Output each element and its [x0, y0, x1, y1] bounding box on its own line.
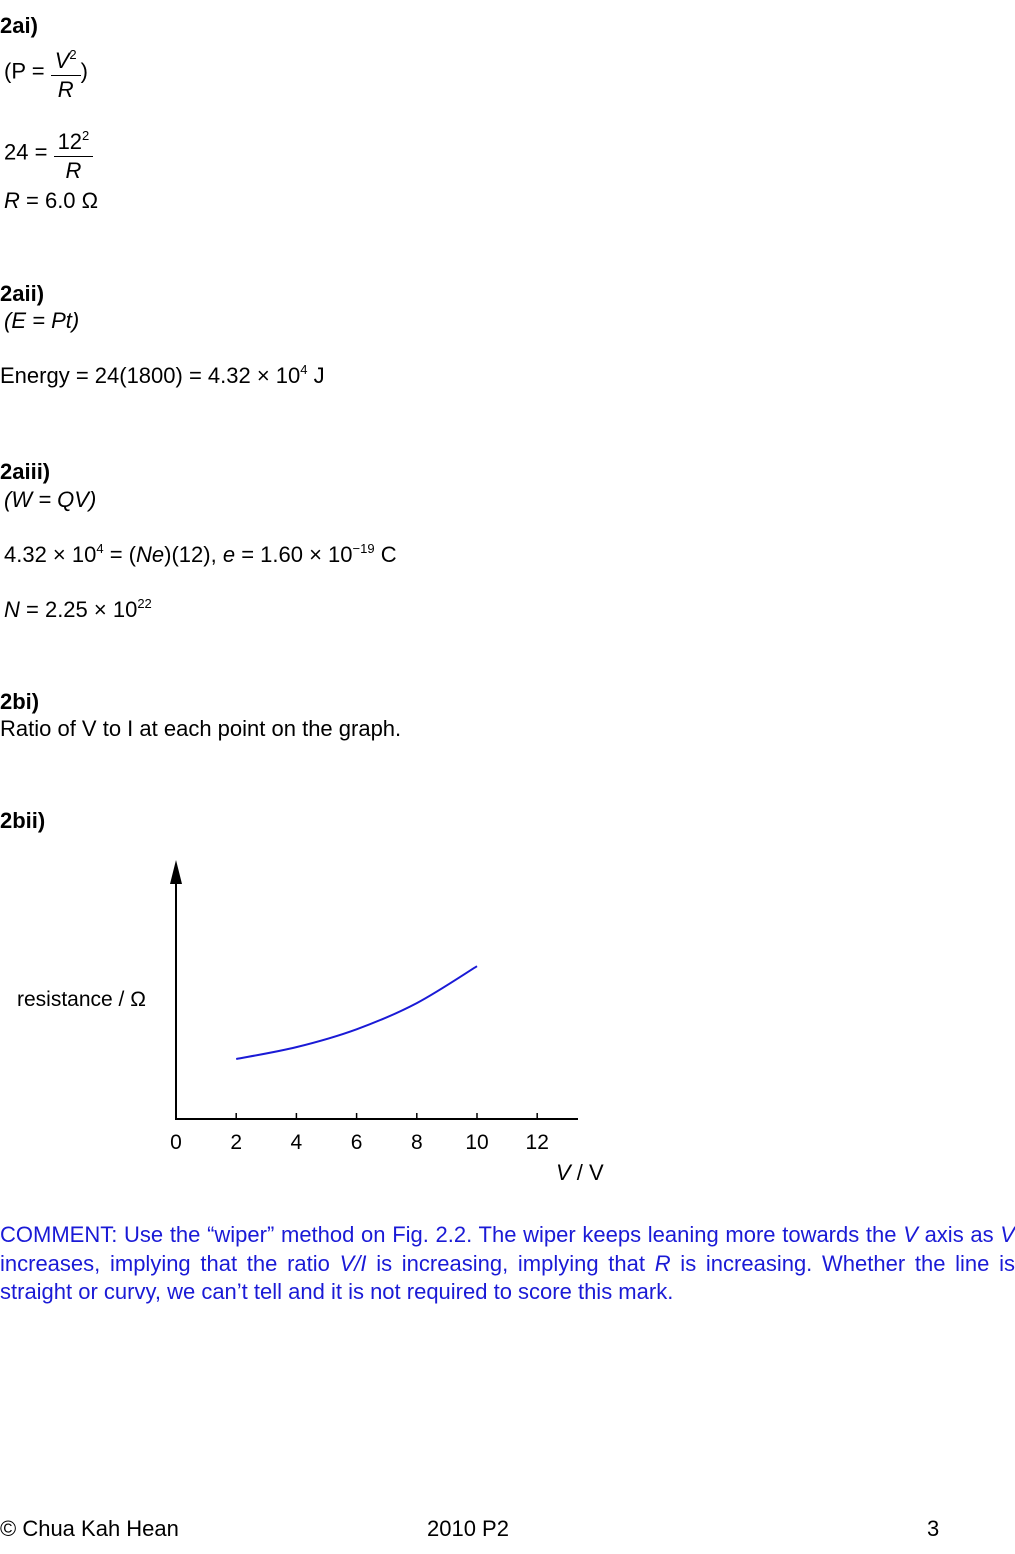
energy-calculation: Energy = $24(1800) = 4.32 \times 10^4$ J: [0, 362, 325, 388]
footer-copyright: © Chua Kah Hean: [0, 1516, 179, 1541]
charge-equation: $4.32 \times 10^4 = (Ne)(12)$, $e = 1.60 \times 10^{-19}$ C: [4, 541, 397, 567]
x-tick-label-12: 12: [525, 1131, 549, 1154]
heading-2bii: 2bii): [0, 808, 46, 833]
x-tick-label-2: 2: [230, 1131, 243, 1154]
x-tick-label-4: 4: [290, 1131, 303, 1154]
x-tick-label-8: 8: [410, 1131, 423, 1154]
resistance-curve: [236, 966, 477, 1059]
resistance-voltage-graph: [0, 850, 620, 1190]
power-substitution: 24 = $\frac{12^2}{R}$: [4, 123, 93, 184]
energy-formula: (E = Pt): [4, 308, 80, 333]
x-tick-label-6: 6: [350, 1131, 363, 1154]
power-fraction: $\frac{V^2}{R}$: [51, 42, 81, 103]
y-axis-label: resistance / Ω: [17, 988, 146, 1011]
heading-2bi: 2bi): [0, 689, 40, 714]
heading-2aiii: 2aiii): [0, 459, 51, 484]
x-axis-label: V / V: [556, 1160, 604, 1185]
x-tick-label-10: 10: [465, 1131, 489, 1154]
heading-2ai: 2ai): [0, 13, 38, 38]
footer-page-number: 3: [927, 1516, 940, 1541]
work-formula: (W = QV): [4, 487, 97, 512]
power-formula: (P = $\frac{V^2}{R}$ ): [4, 42, 88, 103]
substitution-fraction: $\frac{12^2}{R}$: [54, 123, 94, 184]
x-tick-labels: [170, 1131, 549, 1154]
ratio-answer: Ratio of V to I at each point on the graph.: [0, 716, 402, 741]
footer-paper: 2010 P2: [427, 1516, 509, 1541]
electron-count-result: $N = 2.25 \times 10^{22}$: [4, 596, 152, 622]
heading-2aii: 2aii): [0, 281, 45, 306]
x-tick-label-0: 0: [170, 1131, 182, 1154]
resistance-result: R = 6.0 Ω: [4, 188, 99, 213]
y-axis-arrow: [170, 860, 182, 884]
comment: COMMENT: Use the “wiper” method on Fig. 2.2. The wiper keeps leaning more towards the V axis as V increases, implying that the ratio V/I is increasing, implying that R is increasing. Whether the line is straight or curvy, we can’t tell and it is not required to score this mark.: [0, 1222, 1015, 1304]
